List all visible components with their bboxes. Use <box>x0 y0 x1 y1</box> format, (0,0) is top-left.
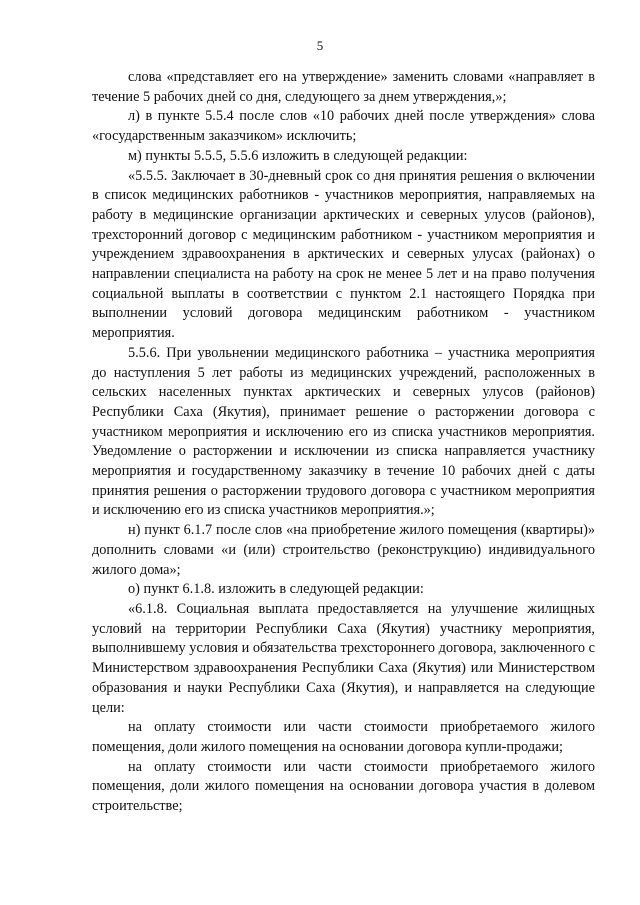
paragraph: «5.5.5. Заключает в 30-дневный срок со дня принятия решения о включении в список медицинских работников - участников мероприятия, направляемых на работу в медицинские организации арктических и северных улусов (районов), трехсторонний договор с медицинским работником - участником мероприятия и учреждением здравоохранения в арктических и северных улусах (районах) о направлении специалиста на работу на срок не менее 5 лет и на право получения социальной выплаты в соответствии с пунктом 2.1 настоящего Порядка при выполнении условий договора медицинским работником - участником мероприятия. <box>92 167 595 342</box>
paragraph: о) пункт 6.1.8. изложить в следующей редакции: <box>128 581 424 598</box>
paragraph: на оплату стоимости или части стоимости приобретаемого жилого помещения, доли жилого помещения на основании договора участия в долевом строительстве; <box>92 758 595 815</box>
document-body <box>92 68 595 817</box>
paragraph: слова «представляет его на утверждение» заменить словами «направляет в течение 5 рабочих дней со дня, следующего за днем утверждения,»; <box>92 69 595 105</box>
paragraph: на оплату стоимости или части стоимости приобретаемого жилого помещения, доли жилого помещения на основании договора купли-продажи; <box>92 719 595 755</box>
paragraph: 5.5.6. При увольнении медицинского работника – участника мероприятия до наступления 5 лет работы из медицинских учреждений, расположенных в сельских населенных пунктах арктических и северных улусов (районов) Республики Саха (Якутия), принимает решение о расторжении договора с участником мероприятия и исключению его из списка участников мероприятия. Уведомление о расторжении и исключении из списка направляется участнику мероприятия и государственному заказчику в течение 10 рабочих дней с даты принятия решения о расторжении трудового договора с участником мероприятия и исключению его из списка участников мероприятия.»; <box>92 344 595 519</box>
paragraph: м) пункты 5.5.5, 5.5.6 изложить в следующей редакции: <box>128 147 468 164</box>
paragraph: «6.1.8. Социальная выплата предоставляется на улучшение жилищных условий на территории Республики Саха (Якутия) участнику мероприятия, выполнившему условия и обязательства трехстороннего договора, заключенного с Министерством здравоохранения Республики Саха (Якутия) или Министерством образования и науки Республики Саха (Якутия), и направляется на следующие цели: <box>92 600 595 716</box>
page-number: 5 <box>316 38 324 53</box>
paragraph: л) в пункте 5.5.4 после слов «10 рабочих дней после утверждения» слова «государственным заказчиком» исключить; <box>92 108 595 145</box>
paragraph: н) пункт 6.1.7 после слов «на приобретение жилого помещения (квартиры)» дополнить словами «и (или) строительство (реконструкцию) индивидуального жилого дома»; <box>92 522 595 578</box>
